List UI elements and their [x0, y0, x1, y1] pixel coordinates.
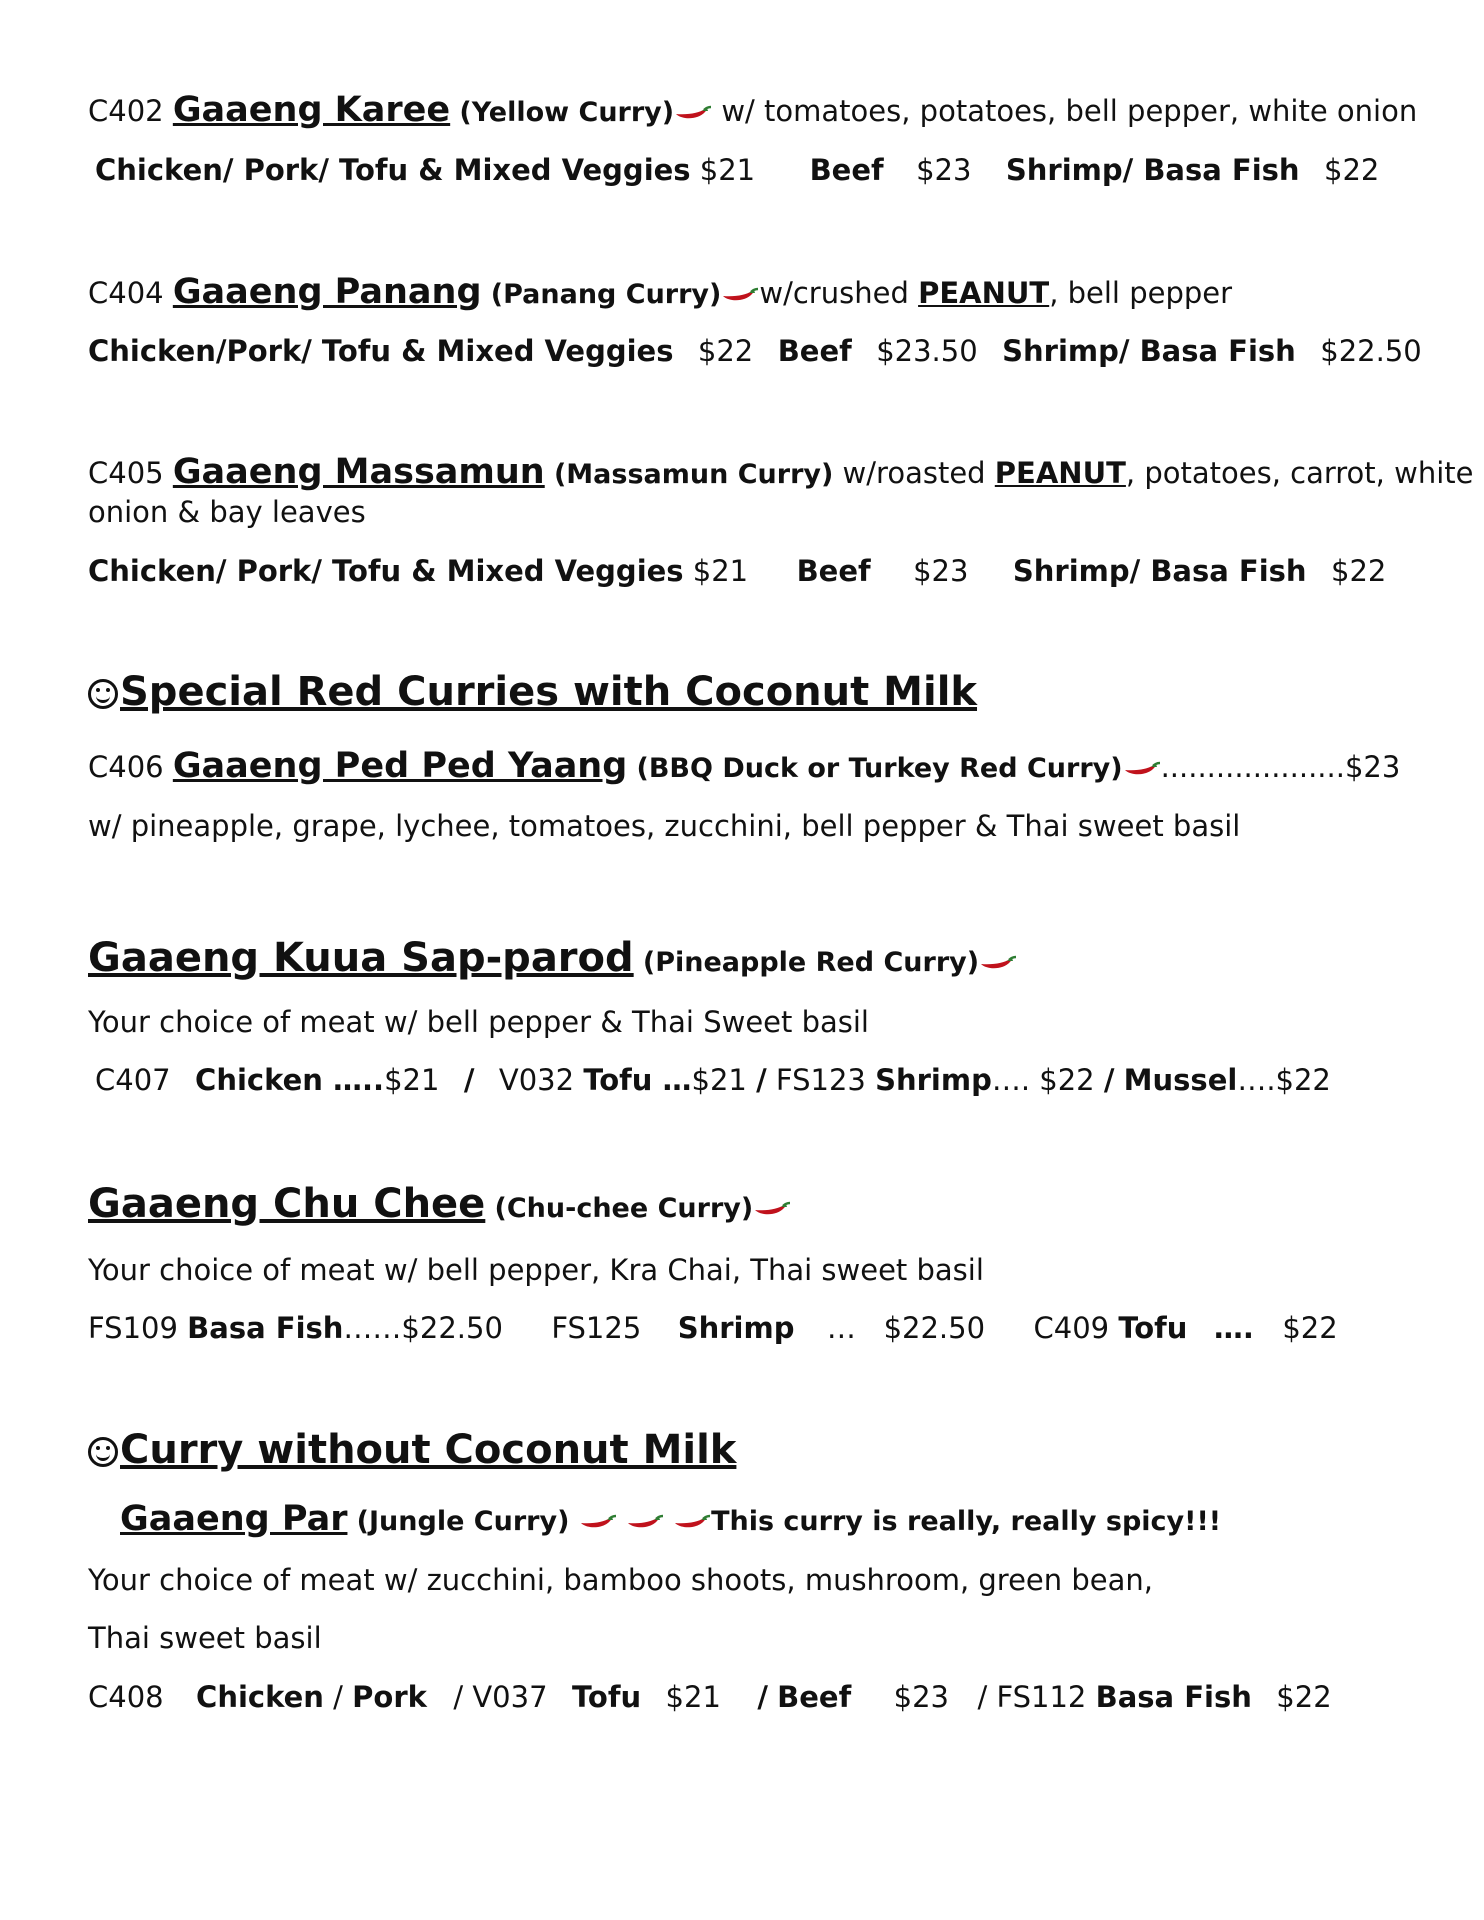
chuchee-desc-line [88, 1250, 984, 1290]
par-desc-line-1 [88, 1560, 1153, 1600]
price-label: Chicken ….. [195, 1063, 385, 1097]
item-code: C405 [88, 456, 164, 490]
price-label: Basa Fish [187, 1311, 344, 1345]
dish-subtitle: (BBQ Duck or Turkey Red Curry) [636, 753, 1123, 784]
price: $22 [1324, 153, 1380, 187]
price: $21 [384, 1063, 440, 1097]
chili-pepper-icon [579, 1514, 617, 1530]
price-label: Tofu [571, 1680, 642, 1714]
spicy-warning: This curry is really, really spicy!!! [711, 1506, 1222, 1537]
smiley-face-icon [88, 679, 118, 709]
price: $21 [699, 153, 756, 187]
price: $21 [665, 1680, 721, 1714]
chili-pepper-icon [753, 1201, 791, 1217]
item-code: V032 [498, 1063, 575, 1097]
c404-price-line [88, 331, 1422, 371]
item-code: C408 [88, 1680, 164, 1714]
item-code: FS123 [775, 1063, 866, 1097]
price: $22 [697, 334, 754, 368]
dish-subtitle: (Jungle Curry) [356, 1506, 570, 1537]
price-label: Beef [796, 554, 871, 588]
price-label: Chicken/ Pork/ Tofu & Mixed Veggies [95, 153, 691, 187]
item-code: / V037 [453, 1680, 548, 1714]
item-code: / FS112 [977, 1680, 1087, 1714]
dish-subtitle: (Yellow Curry) [459, 97, 675, 128]
price-label: Pork [352, 1680, 427, 1714]
price: $23 [893, 1680, 950, 1714]
item-code: C406 [88, 750, 164, 784]
dish-subtitle: (Panang Curry) [490, 279, 722, 310]
item-code: C409 [1033, 1311, 1110, 1345]
price-label: Shrimp/ Basa Fish [1012, 554, 1307, 588]
kuua-title-line [88, 935, 1017, 983]
dish-subtitle: (Massamun Curry) [553, 459, 834, 490]
separator: / [463, 1063, 475, 1097]
price: $22 [1331, 554, 1387, 588]
dish-description: Your choice of meat w/ bell pepper & Thai Sweet basil [88, 1005, 869, 1039]
section-special-red [88, 669, 978, 715]
dish-name: Gaaeng Panang [172, 272, 482, 312]
kuua-desc-line [88, 1002, 869, 1042]
price: … $22.50 [826, 1311, 986, 1345]
separator: / [1103, 1063, 1115, 1097]
price-label: Shrimp [875, 1063, 992, 1097]
price-label: Tofu [1118, 1311, 1188, 1345]
price: $21 [692, 554, 749, 588]
c402-title-line [88, 90, 1417, 133]
c402-price-line [95, 150, 1379, 190]
chili-pepper-icon [979, 955, 1017, 971]
price: $23 [913, 554, 969, 588]
dish-name: Gaaeng Ped Ped Yaang [172, 746, 628, 786]
leader-dots: .................... [1160, 750, 1345, 784]
price-label: Shrimp/ Basa Fish [1005, 153, 1300, 187]
c405-price-line [88, 551, 1386, 591]
price: ….$22 [1237, 1063, 1331, 1097]
section-heading: Special Red Curries with Coconut Milk [120, 669, 978, 715]
item-code: C404 [88, 276, 164, 310]
dish-description: , bell pepper [1049, 276, 1233, 310]
dish-name: Gaaeng Par [120, 1499, 348, 1539]
dish-description: w/ tomatoes, potatoes, bell pepper, white onion [712, 94, 1418, 128]
price: $22 [1276, 1680, 1332, 1714]
chili-pepper-icon [1123, 761, 1161, 777]
dish-description: Your choice of meat w/ bell pepper, Kra Chai, Thai sweet basil [88, 1253, 984, 1287]
price-label: Basa Fish [1095, 1680, 1252, 1714]
dish-description: onion & bay leaves [88, 495, 366, 529]
price: …. $22 [991, 1063, 1095, 1097]
chuchee-title-line [88, 1181, 791, 1229]
dish-name: Gaaeng Massamun [172, 452, 545, 492]
price-label: Beef [809, 153, 884, 187]
price: $23 [916, 153, 972, 187]
section-heading: Curry without Coconut Milk [120, 1427, 737, 1473]
c406-title-line [88, 746, 1400, 789]
par-title-line [120, 1499, 1221, 1542]
price: $23.50 [876, 334, 978, 368]
item-code: FS125 [551, 1311, 642, 1345]
price-label: Beef [777, 334, 852, 368]
price: $23 [1344, 750, 1401, 784]
chili-pepper-icon [721, 287, 759, 303]
par-desc-line-2 [88, 1618, 322, 1658]
leader-dots: …. [1213, 1311, 1254, 1345]
chili-pepper-icon [674, 105, 712, 121]
price: $21 [691, 1063, 747, 1097]
item-code: C407 [95, 1063, 171, 1097]
dish-description: w/roasted [833, 456, 995, 490]
section-no-coconut [88, 1427, 737, 1473]
dish-description: Your choice of meat w/ zucchini, bamboo shoots, mushroom, green bean, [88, 1563, 1153, 1597]
par-price-line [88, 1677, 1332, 1717]
price: $22 [1282, 1311, 1338, 1345]
price-label: Mussel [1123, 1063, 1238, 1097]
dish-name: Gaaeng Chu Chee [88, 1181, 486, 1227]
allergen-peanut: PEANUT [994, 456, 1126, 490]
c405-title-line [88, 452, 1473, 495]
dish-description: w/crushed [759, 276, 919, 310]
price-label: Beef [777, 1680, 852, 1714]
chuchee-price-line [88, 1308, 1338, 1348]
separator: / [333, 1680, 343, 1714]
c404-title-line [88, 272, 1232, 315]
c406-desc-line [88, 806, 1240, 846]
price-label: Tofu … [583, 1063, 692, 1097]
separator: / [756, 1063, 767, 1097]
price-label: Chicken [196, 1680, 324, 1714]
item-code: FS109 [88, 1311, 178, 1345]
price-label: Chicken/Pork/ Tofu & Mixed Veggies [88, 334, 674, 368]
dish-name: Gaaeng Karee [172, 90, 451, 130]
chili-pepper-icon [626, 1514, 664, 1530]
c405-desc-line [88, 492, 366, 532]
kuua-price-line [95, 1060, 1331, 1100]
allergen-peanut: PEANUT [918, 276, 1050, 310]
price-label: Shrimp [677, 1311, 795, 1345]
price: $22.50 [1320, 334, 1422, 368]
item-code: C402 [88, 94, 164, 128]
price: ……$22.50 [343, 1311, 503, 1345]
dish-subtitle: (Pineapple Red Curry) [642, 947, 980, 978]
dish-subtitle: (Chu-chee Curry) [494, 1193, 754, 1224]
separator: / [757, 1680, 768, 1714]
smiley-face-icon [88, 1437, 118, 1467]
dish-description: w/ pineapple, grape, lychee, tomatoes, zucchini, bell pepper & Thai sweet basil [88, 809, 1241, 843]
price-label: Chicken/ Pork/ Tofu & Mixed Veggies [88, 554, 684, 588]
dish-description: Thai sweet basil [88, 1621, 322, 1655]
chili-pepper-icon [673, 1514, 711, 1530]
price-label: Shrimp/ Basa Fish [1002, 334, 1296, 368]
dish-description: , potatoes, carrot, white [1125, 456, 1474, 490]
dish-name: Gaaeng Kuua Sap-parod [88, 935, 634, 981]
